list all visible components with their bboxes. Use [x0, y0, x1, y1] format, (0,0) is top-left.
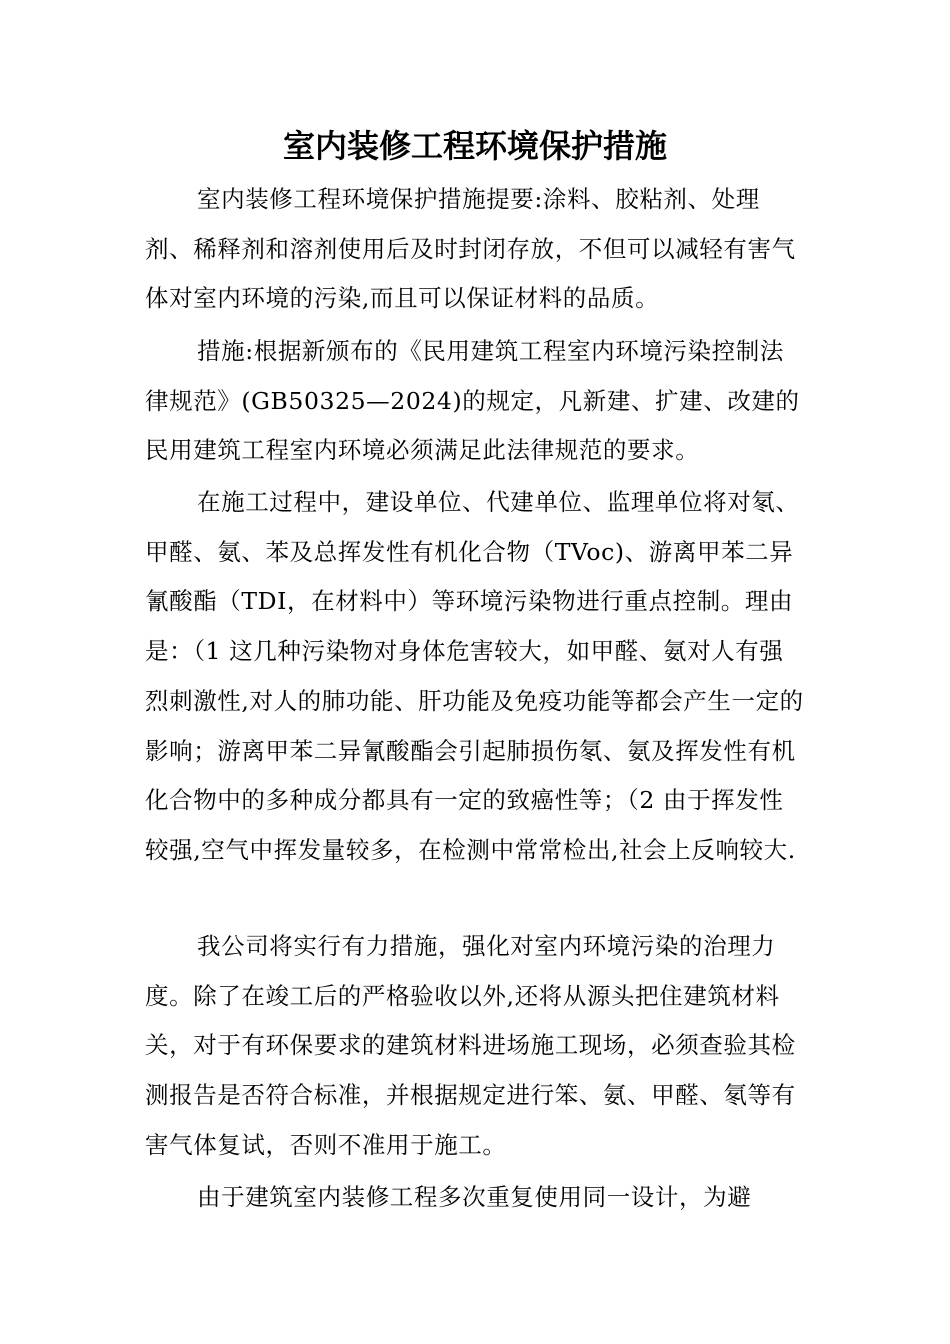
paragraph-company-measures: 我公司将实行有力措施，强化对室内环境污染的治理力度。除了在竣工后的严格验收以外,还将从源头把住建筑材料关，对于有环保要求的建筑材料进场施工现场，必须查验其检测报告是否符合标准，并根据规定进行笨、氨、甲醛、氡等有害气体复试，否则不准用于施工。 — [145, 932, 796, 1159]
paragraph-design-reuse: 由于建筑室内装修工程多次重复使用同一设计，为避 — [197, 1183, 752, 1211]
paragraph-summary: 室内装修工程环境保护措施提要:涂料、胶粘剂、处理剂、稀释剂和溶剂使用后及时封闭存放，不但可以减轻有害气体对室内环境的污染,而且可以保证材料的品质。 — [145, 185, 796, 313]
paragraph-measures: 措施:根据新颁布的《民用建筑工程室内环境污染控制法律规范》(GB50325—2024)的规定，凡新建、扩建、改建的民用建筑工程室内环境必须满足此法律规范的要求。 — [145, 337, 800, 465]
document-title: 室内装修工程环境保护措施 — [282, 127, 667, 165]
paragraph-pollutant-control: 在施工过程中，建设单位、代建单位、监理单位将对氡、甲醛、氨、苯及总挥发性有机化合物（TVoc)、游离甲苯二异氰酸酯（TDI，在材料中）等环境污染物进行重点控制。理由是：（1 这几种污染物对身体危害较大，如甲醛、氨对人有强烈刺激性,对人的肺功能、肝功能及免疫功能等都会产生一定的影响；游离甲苯二异氰酸酯会引起肺损伤氡、氨及挥发性有机化合物中的多种成分都具有一定的致癌性等；（2 由于挥发性较强,空气中挥发量较多，在检测中常常检出,社会上反响较大. — [145, 488, 804, 864]
